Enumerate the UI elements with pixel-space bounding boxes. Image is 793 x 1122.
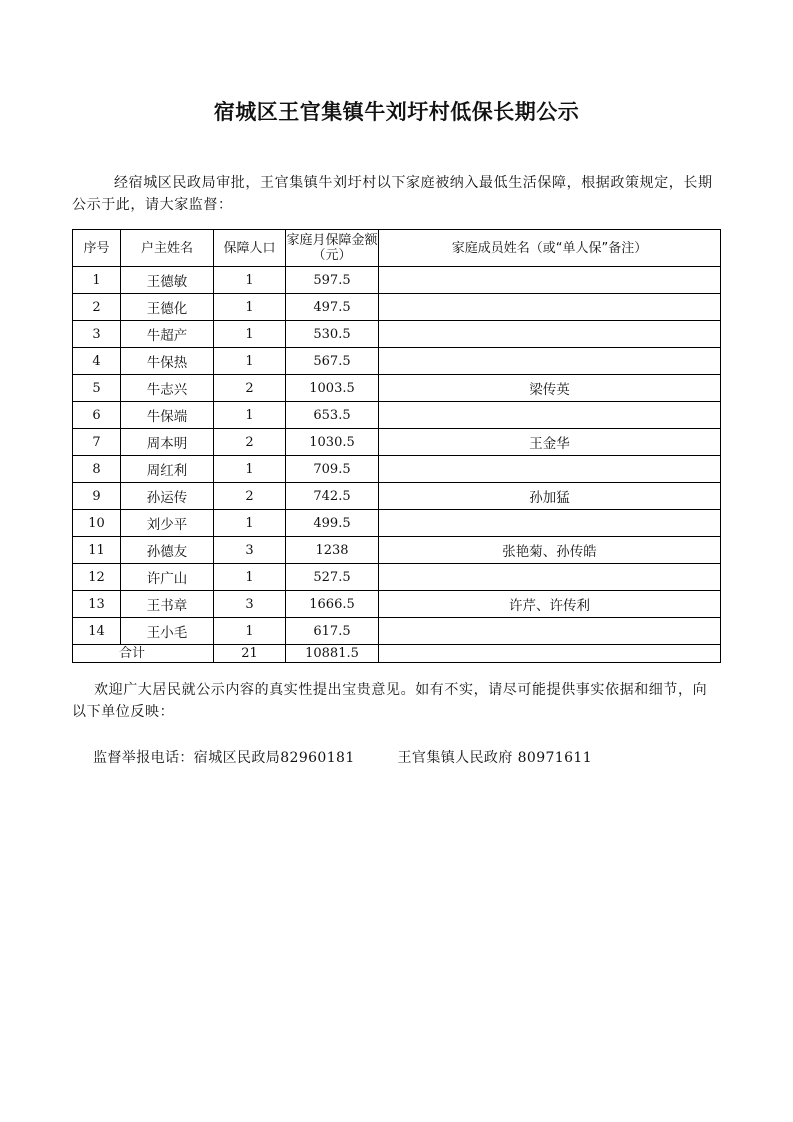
row-index: 4 (73, 348, 121, 375)
document-title: 宿城区王官集镇牛刘圩村低保长期公示 (213, 100, 580, 124)
row-index: 9 (73, 483, 121, 510)
table-row (73, 321, 721, 348)
total-people: 21 (214, 645, 286, 663)
row-people: 2 (214, 483, 286, 510)
row-index: 10 (73, 510, 121, 537)
table-row (73, 375, 721, 402)
row-members: 张艳菊、孙传皓 (379, 537, 721, 564)
row-amount: 530.5 (286, 321, 379, 348)
row-people: 3 (214, 591, 286, 618)
row-members (379, 267, 721, 294)
row-members (379, 294, 721, 321)
contact-town-government: 王官集镇人民政府 80971611 (397, 750, 593, 766)
row-amount: 497.5 (286, 294, 379, 321)
row-index: 5 (73, 375, 121, 402)
table-row (73, 483, 721, 510)
row-people: 3 (214, 537, 286, 564)
row-members (379, 456, 721, 483)
total-members-empty (379, 645, 721, 663)
row-index: 6 (73, 402, 121, 429)
row-amount: 653.5 (286, 402, 379, 429)
row-head-name: 刘少平 (121, 510, 214, 537)
table-row (73, 348, 721, 375)
row-index: 2 (73, 294, 121, 321)
row-index: 13 (73, 591, 121, 618)
row-index: 14 (73, 618, 121, 645)
row-members: 许芹、许传利 (379, 591, 721, 618)
table-row (73, 429, 721, 456)
table-row (73, 456, 721, 483)
row-amount: 1238 (286, 537, 379, 564)
contact-line (93, 747, 592, 767)
row-index: 1 (73, 267, 121, 294)
row-index: 12 (73, 564, 121, 591)
row-people: 1 (214, 294, 286, 321)
intro-paragraph: 经宿城区民政局审批，王官集镇牛刘圩村以下家庭被纳入最低生活保障，根据政策规定，长期公示于此，请大家监督： (72, 175, 713, 213)
row-index: 11 (73, 537, 121, 564)
row-head-name: 周本明 (121, 429, 214, 456)
contact-civil-affairs: 监督举报电话：宿城区民政局82960181 (93, 750, 355, 766)
row-head-name: 牛保端 (121, 402, 214, 429)
table-row (73, 267, 721, 294)
table-header-row (73, 230, 721, 267)
total-label: 合计 (73, 645, 121, 663)
row-people: 1 (214, 564, 286, 591)
total-row (73, 645, 721, 663)
row-index: 8 (73, 456, 121, 483)
row-members (379, 348, 721, 375)
row-amount: 1666.5 (286, 591, 379, 618)
row-people: 1 (214, 510, 286, 537)
header-members: 家庭成员姓名（或“单人保”备注） (379, 230, 721, 267)
table-row (73, 591, 721, 618)
table-row (73, 564, 721, 591)
row-head-name: 孙德友 (121, 537, 214, 564)
row-members (379, 321, 721, 348)
row-head-name: 牛超产 (121, 321, 214, 348)
header-amount (286, 230, 379, 267)
table-row (73, 537, 721, 564)
subsistence-allowance-table (72, 229, 721, 663)
row-people: 1 (214, 348, 286, 375)
row-amount: 499.5 (286, 510, 379, 537)
header-index: 序号 (73, 230, 121, 267)
row-people: 1 (214, 618, 286, 645)
row-members (379, 510, 721, 537)
row-amount: 597.5 (286, 267, 379, 294)
row-head-name: 王书章 (121, 591, 214, 618)
row-amount: 567.5 (286, 348, 379, 375)
row-amount: 1030.5 (286, 429, 379, 456)
row-index: 3 (73, 321, 121, 348)
row-amount: 1003.5 (286, 375, 379, 402)
row-head-name: 牛志兴 (121, 375, 214, 402)
row-head-name: 周红利 (121, 456, 214, 483)
row-people: 1 (214, 402, 286, 429)
header-people: 保障人口 (214, 230, 286, 267)
row-members: 孙加猛 (379, 483, 721, 510)
row-head-name: 牛保热 (121, 348, 214, 375)
table-row (73, 294, 721, 321)
row-head-name: 王德化 (121, 294, 214, 321)
row-amount: 709.5 (286, 456, 379, 483)
row-amount: 527.5 (286, 564, 379, 591)
table-row (73, 618, 721, 645)
row-head-name: 王小毛 (121, 618, 214, 645)
table-body (73, 267, 721, 645)
total-amount: 10881.5 (286, 645, 379, 663)
row-amount: 617.5 (286, 618, 379, 645)
header-amount-label: 家庭月保障金额（元） (286, 233, 378, 263)
row-members (379, 618, 721, 645)
row-index: 7 (73, 429, 121, 456)
row-amount: 742.5 (286, 483, 379, 510)
row-head-name: 孙运传 (121, 483, 214, 510)
table-row (73, 510, 721, 537)
row-members: 王金华 (379, 429, 721, 456)
row-head-name: 王德敏 (121, 267, 214, 294)
row-members (379, 402, 721, 429)
row-members: 梁传英 (379, 375, 721, 402)
feedback-paragraph: 欢迎广大居民就公示内容的真实性提出宝贵意见。如有不实，请尽可能提供事实依据和细节，向以下单位反映： (72, 682, 708, 720)
row-people: 1 (214, 321, 286, 348)
row-people: 1 (214, 267, 286, 294)
table-row (73, 402, 721, 429)
row-people: 2 (214, 429, 286, 456)
row-head-name: 许广山 (121, 564, 214, 591)
header-head-name: 户主姓名 (121, 230, 214, 267)
row-people: 2 (214, 375, 286, 402)
row-members (379, 564, 721, 591)
row-people: 1 (214, 456, 286, 483)
